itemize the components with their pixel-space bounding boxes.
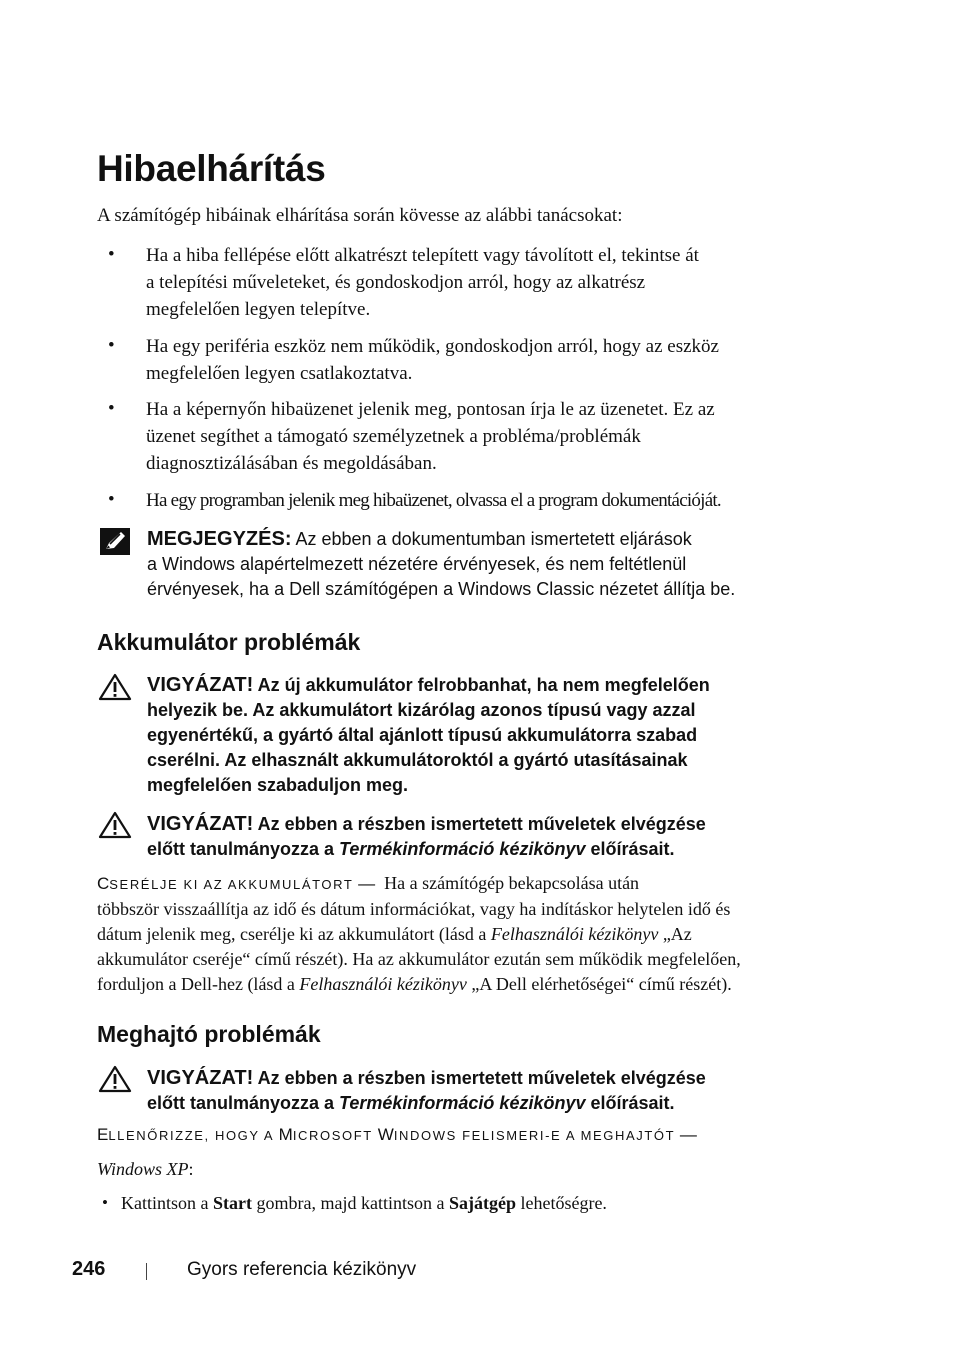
- intro-text: A számítógép hibáinak elhárítása során kövesse az alábbi tanácsokat:: [97, 205, 623, 226]
- warning-label: VIGYÁZAT!: [147, 813, 254, 835]
- os-label: Windows XP:: [97, 1159, 194, 1179]
- bullet-item: Ha a hiba fellépése előtt alkatrészt telepített vagy távolított el, tekintse át a telepítési műveleteket, és gondoskodjon arról, hogy az alkatrész megfelelően legyen telepítve.: [146, 245, 699, 320]
- bullet-marker: •: [108, 398, 115, 419]
- warning-triangle-icon: [98, 1065, 132, 1093]
- warning-triangle-icon: [98, 811, 132, 839]
- warning-block-drive: VIGYÁZAT! Az ebben a részben ismertetett műveletek elvégzése előtt tanulmányozza a Termékinformáció kézikönyv előírásait.: [147, 1067, 706, 1113]
- footer-divider: [146, 1263, 147, 1280]
- section-heading-battery: Akkumulátor problémák: [97, 629, 361, 655]
- page-number: 246: [72, 1258, 106, 1280]
- bullet-marker: •: [108, 244, 115, 265]
- instruction-step: Kattintson a Start gombra, majd kattintson a Sajátgép lehetőségre.: [121, 1193, 607, 1213]
- warning-label: VIGYÁZAT!: [147, 674, 254, 696]
- note-block: MEGJEGYZÉS: Az ebben a dokumentumban ismertetett eljárások a Windows alapértelmezett nézetére érvényesek, és nem feltétlenül érvényesek, ha a Dell számítógépen a Windows Classic nézetet állítja be.: [147, 528, 736, 599]
- drive-check-runin-heading: ELLENŐRIZZE, HOGY A MICROSOFT WINDOWS FELISMERI-E A MEGHAJTÓT —: [97, 1125, 697, 1144]
- bullet-item: Ha egy periféria eszköz nem működik, gondoskodjon arról, hogy az eszköz megfelelően legyen csatlakoztatva.: [146, 336, 719, 384]
- footer-title: Gyors referencia kézikönyv: [187, 1259, 417, 1280]
- battery-replace-paragraph: CSERÉLJE KI AZ AKKUMULÁTORT — Ha a számítógép bekapcsolása után többször visszaállítja az idő és dátum információkat, vagy ha indításkor helytelen idő és dátum jelenik meg, cserélje ki az akkumulátort (lásd a Felhasználói kézikönyv „Az akkumulátor cseréje“ című részét). Ha az akkumulátor ezután sem működik megfelelően, forduljon a Dell-hez (lásd a Felhasználói kézikönyv „A Dell elérhetőségei“ című részét).: [97, 873, 741, 994]
- bullet-item: Ha egy programban jelenik meg hibaüzenet, olvassa el a program dokumentációját.: [146, 490, 721, 511]
- bullet-marker: •: [108, 489, 115, 510]
- warning-block-procedures: VIGYÁZAT! Az ebben a részben ismertetett műveletek elvégzése előtt tanulmányozza a Termékinformáció kézikönyv előírásait.: [147, 813, 706, 859]
- runin-heading: CSERÉLJE KI AZ AKKUMULÁTORT —: [97, 874, 376, 893]
- page-title: Hibaelhárítás: [97, 148, 326, 189]
- warning-block-battery: VIGYÁZAT! Az új akkumulátor felrobbanhat, ha nem megfelelően helyezik be. Az akkumulátort kizárólag azonos típusú vagy azzal egyenértékű, a gyártó által ajánlott típusú akkumulátorra szabad cserélni. Az elhasznált akkumulátoroktól a gyártó utasításainak megfelelően szabaduljon meg.: [147, 674, 710, 795]
- bullet-marker: •: [102, 1193, 108, 1212]
- warning-triangle-icon: [98, 673, 132, 701]
- note-label: MEGJEGYZÉS:: [147, 528, 292, 550]
- warning-label: VIGYÁZAT!: [147, 1067, 254, 1089]
- section-heading-drive: Meghajtó problémák: [97, 1021, 321, 1047]
- bullet-marker: •: [108, 335, 115, 356]
- note-pencil-icon: [100, 528, 130, 555]
- bullet-item: Ha a képernyőn hibaüzenet jelenik meg, pontosan írja le az üzenetet. Ez az üzenet segíthet a támogató személyzetnek a probléma/problémák diagnosztizálásában és megoldásában.: [146, 399, 715, 474]
